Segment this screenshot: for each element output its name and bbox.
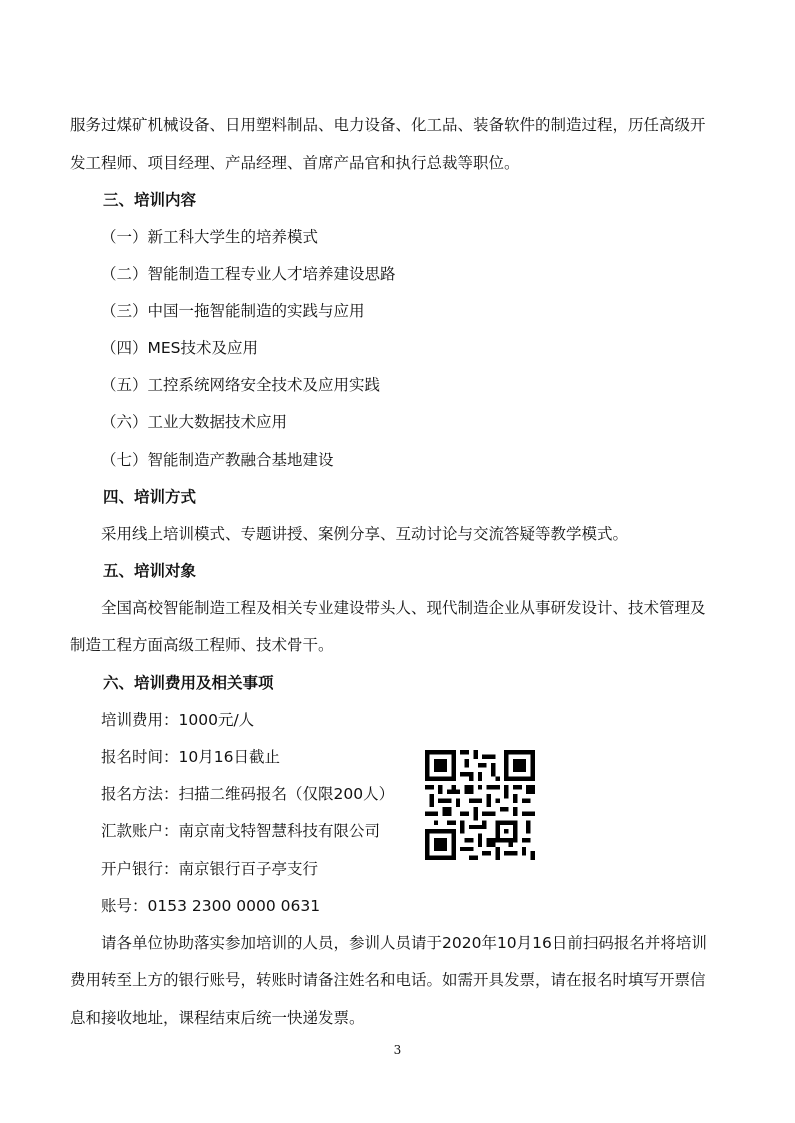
content-item-5: （五）工控系统网络安全技术及应用实践 — [101, 376, 381, 394]
deadline-line: 报名时间：10月16日截止 — [101, 748, 280, 766]
content-item-1: （一）新工科大学生的培养模式 — [101, 228, 319, 246]
registration-qr-code — [425, 750, 535, 860]
audience-line-1: 全国高校智能制造工程及相关专业建设带头人、现代制造企业从事研发设计、技术管理及 — [101, 599, 706, 617]
intro-line-1: 服务过煤矿机械设备、日用塑料制品、电力设备、化工品、装备软件的制造过程，历任高级开 — [70, 116, 706, 134]
note-line-2: 费用转至上方的银行账号，转账时请备注姓名和电话。如需开具发票，请在报名时填写开票信 — [70, 971, 706, 989]
content-item-6: （六）工业大数据技术应用 — [101, 413, 288, 431]
bank-line: 开户银行：南京银行百子亭支行 — [101, 860, 319, 878]
content-item-7: （七）智能制造产教融合基地建设 — [101, 451, 334, 469]
account-line: 账号：0153 2300 0000 0631 — [101, 897, 321, 915]
section-heading-method: 四、培训方式 — [103, 488, 197, 506]
page-number: 3 — [393, 1043, 402, 1057]
section-heading-content: 三、培训内容 — [103, 191, 197, 209]
content-item-3: （三）中国一拖智能制造的实践与应用 — [101, 302, 365, 320]
intro-line-2: 发工程师、项目经理、产品经理、首席产品官和执行总裁等职位。 — [70, 154, 520, 172]
section-heading-fees: 六、培训费用及相关事项 — [103, 674, 274, 692]
note-line-3: 息和接收地址，课程结束后统一快递发票。 — [70, 1009, 365, 1027]
audience-line-2: 制造工程方面高级工程师、技术骨干。 — [70, 636, 334, 654]
content-item-2: （二）智能制造工程专业人才培养建设思路 — [101, 265, 396, 283]
section-heading-audience: 五、培训对象 — [103, 562, 197, 580]
payee-line: 汇款账户：南京南戈特智慧科技有限公司 — [101, 822, 381, 840]
qr-code-icon — [425, 750, 535, 860]
fee-line: 培训费用：1000元/人 — [101, 711, 255, 729]
note-line-1: 请各单位协助落实参加培训的人员，参训人员请于2020年10月16日前扫码报名并将培训 — [101, 934, 707, 952]
method-text: 采用线上培训模式、专题讲授、案例分享、互动讨论与交流答疑等教学模式。 — [101, 525, 629, 543]
method-line: 报名方法：扫描二维码报名（仅限200人） — [101, 785, 395, 803]
content-item-4: （四）MES技术及应用 — [101, 339, 259, 357]
